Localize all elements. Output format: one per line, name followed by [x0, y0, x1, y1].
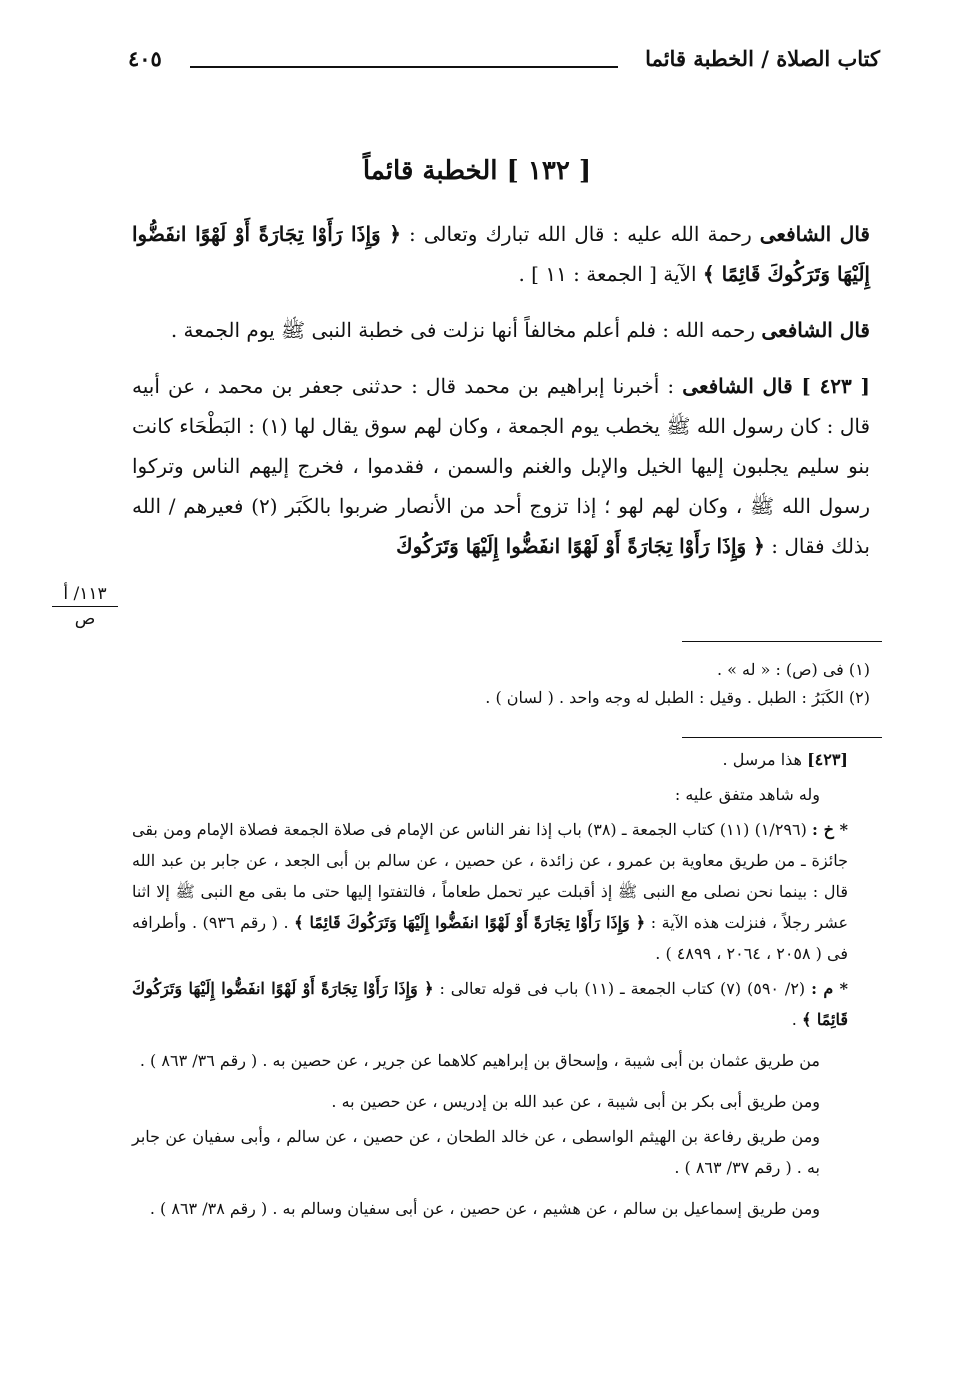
- manuscript-siglum: ص: [74, 609, 96, 629]
- takhrij-intro-text: هذا مرسل .: [722, 750, 808, 769]
- page-number: ٤٠٥: [128, 46, 162, 71]
- hadith-number-label: [ ٤٢٣ ] قال الشافعى: [682, 374, 870, 398]
- takhrij-bukhari: [132, 814, 848, 969]
- chapter-heading: [ ١٣٢ ] الخطبة قائماً: [362, 156, 592, 186]
- paragraph-2: [132, 310, 870, 350]
- running-header-title: كتاب الصلاة / الخطبة قائما: [645, 46, 880, 71]
- margin-note: [52, 584, 118, 629]
- chain-2: ومن طريق أبى بكر بن أبى شيبة ، عن عبد الله بن إدريس ، عن حصين به .: [331, 1092, 820, 1111]
- quran-verse: ﴿ وَإِذَا رَأَوْا تِجَارَةً أَوْ لَهْوًا انفَضُّوا إِلَيْهَا وَتَرَكُوكَ: [396, 534, 765, 558]
- manuscript-folio-ref: ١١٣/ أ: [52, 584, 118, 607]
- takhrij-number: [٤٢٣]: [807, 750, 848, 769]
- paragraph-3: [132, 366, 870, 566]
- bukhari-label: * خ :: [812, 820, 849, 839]
- running-header: [120, 46, 880, 82]
- paragraph-text: رحمه الله : فلم أعلم مخالفاً أنها نزلت فى خطبة النبى ﷺ يوم الجمعة .: [170, 318, 762, 342]
- muslim-text: (٢/ ٥٩٠) (٧) كتاب الجمعة ـ (١١) باب فى قوله تعالى :: [439, 979, 812, 998]
- paragraph-text: رحمة الله عليه : قال الله تبارك وتعالى :: [409, 222, 760, 246]
- footnote-2: (٢) الكَبَرُ : الطبل . وقيل : الطبل له وجه واحد . ( لسان ) .: [485, 688, 870, 707]
- footnote-rule: [682, 641, 882, 642]
- takhrij-intro: [132, 744, 848, 775]
- speaker-label: قال الشافعى: [761, 318, 870, 342]
- paragraph-text: : أخبرنا إبراهيم بن محمد قال : حدثنى جعفر بن محمد ، عن أبيه قال : كان رسول الله ﷺ يخطب يوم الجمعة ، وكان لهم سوق يقال لها (١) : البَطْحَاء كانت بنو سليم يجلبون إليها الخيل والإبل والغنم والسمن ، فقدموا ، فخرج إليهم الناس وتركوا رسول الله ﷺ ، وكان لهم لهو ؛ إذا تزوج أحد من الأنصار ضربوا بالكَبَر (٢) فعيرهم / الله بذلك فقال :: [132, 374, 871, 558]
- quran-verse: ﴿ وَإِذَا رَأَوْا تِجَارَةً أَوْ لَهْوًا انفَضُّوا إِلَيْهَا وَتَرَكُوكَ قَائِمًا ﴾: [132, 222, 870, 286]
- takhrij-rule: [682, 737, 882, 738]
- quran-verse: ﴿ وَإِذَا رَأَوْا تِجَارَةً أَوْ لَهْوًا انفَضُّوا إِلَيْهَا وَتَرَكُوكَ قَائِمًا ﴾: [294, 913, 646, 932]
- takhrij-muslim: [132, 973, 848, 1035]
- chain-1: من طريق عثمان بن أبى شيبة ، وإسحاق بن إبراهيم كلاهما عن جرير ، عن حصين به . ( رقم ٣٦/ ٨٦٣ ) .: [139, 1051, 820, 1070]
- main-text: [132, 214, 870, 582]
- paragraph-1: [132, 214, 870, 294]
- verse-reference: الآية [ الجمعة : ١١ ] .: [518, 262, 703, 286]
- muslim-tail: .: [791, 1010, 802, 1029]
- muslim-label: * م :: [811, 979, 849, 998]
- header-rule: [190, 66, 618, 68]
- takhrij-witness: وله شاهد متفق عليه :: [674, 785, 820, 804]
- footnotes: [132, 656, 870, 712]
- takhrij-section: [132, 744, 848, 1228]
- chain-4: ومن طريق إسماعيل بن سالم ، عن هشيم ، عن حصين ، عن أبى سفيان وسالم به . ( رقم ٣٨/ ٨٦٣ ) .: [149, 1199, 820, 1218]
- bukhari-tail: . ( رقم ٩٣٦) . وأطرافه فى ( ٢٠٥٨ ، ٢٠٦٤ ، ٤٨٩٩ ) .: [132, 913, 848, 963]
- footnote-1: (١) فى (ص) : « له » .: [716, 660, 870, 679]
- chain-3: ومن طريق رفاعة بن الهيثم الواسطى ، عن خالد الطحان ، عن حصين ، عن سالم ، وأبى سفيان عن جابر به . ( رقم ٣٧/ ٨٦٣ ) .: [132, 1127, 821, 1177]
- speaker-label: قال الشافعى: [759, 222, 870, 246]
- quran-verse: ﴿ وَإِذَا رَأَوْا تِجَارَةً أَوْ لَهْوًا انفَضُّوا إِلَيْهَا وَتَرَكُوكَ قَائِمًا ﴾: [132, 979, 848, 1029]
- bukhari-text: (١/٢٩٦) (١١) كتاب الجمعة ـ (٣٨) باب إذا نفر الناس عن الإمام فى صلاة الجمعة فصلاة الإمام ومن بقى جائزة ـ من طريق معاوية بن عمرو ، عن زائدة ، عن حصين ، عن سالم بن أبى الجعد ، عن جابر بن عبد الله قال : بينما نحن نصلى مع النبى ﷺ إذ أقبلت عير تحمل طعاماً ، فالتفتوا إليها حتى ما بقى مع النبى ﷺ إلا اثنا عشر رجلاً ، فنزلت هذه الآية :: [132, 820, 849, 932]
